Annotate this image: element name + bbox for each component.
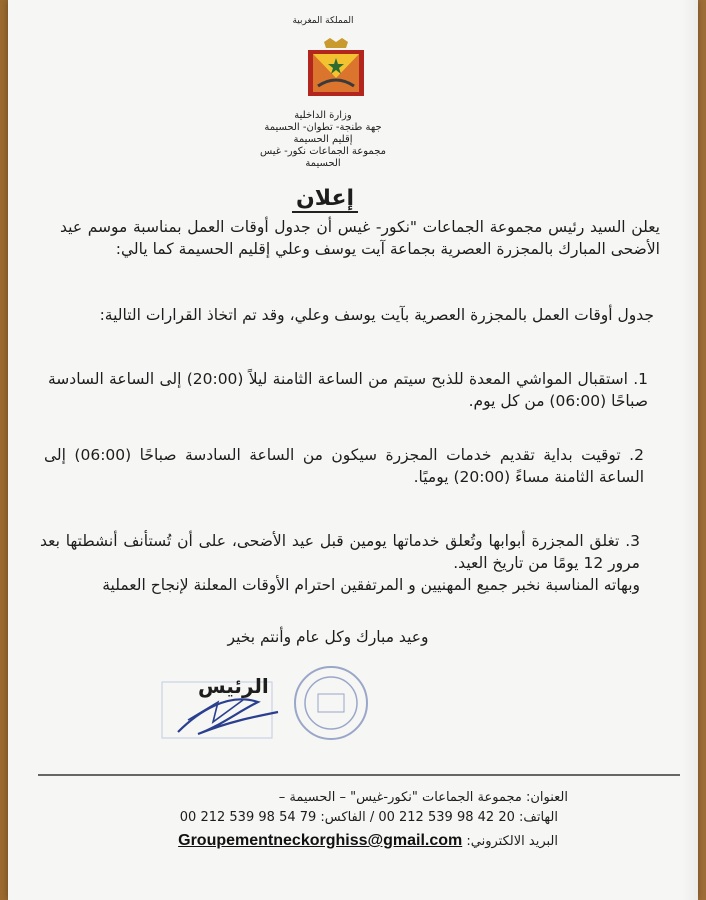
document-page [8, 0, 698, 900]
decision-item-2: 2. توقيت بداية تقديم خدمات المجزرة سيكون من الساعة السادسة صباحًا (06:00) إلى الساعة الثامنة مساءً (20:00) يوميًا. [44, 446, 644, 486]
footer-divider [38, 774, 680, 776]
official-stamp-icon [292, 664, 370, 742]
intro-paragraph: يعلن السيد رئيس مجموعة الجماعات "نكور- غيس أن جدول أوقات العمل بمناسبة موسم عيد الأضحى المبارك بالمجزرة العصرية بجماعة آيت يوسف وعلي إقليم الحسيمة كما يالي: [60, 218, 660, 258]
decision-item-3: 3. تغلق المجزرة أبوابها وتُعلق خدماتها يومين قبل عيد الأضحى، على أن تُستأنف أنشطتها بعد مرور 12 يومًا من تاريخ العيد. [40, 532, 640, 572]
schedule-paragraph: جدول أوقات العمل بالمجزرة العصرية بآيت يوسف وعلي، وقد تم اتخاذ القرارات التالية: [99, 306, 654, 324]
email-label: البريد الالكتروني: [466, 834, 558, 849]
footer-phone-fax: الهاتف: 20 42 98 539 212 00 / الفاكس: 79 54 98 539 212 00 [179, 810, 558, 825]
signatory-title: الرئيس [198, 674, 269, 698]
header-line: إقليم الحسيمة [293, 134, 353, 145]
coat-of-arms-icon [304, 36, 368, 98]
header-kingdom: المملكة المغربية [292, 16, 354, 26]
email-link[interactable]: Groupementneckorghiss@gmail.com [178, 832, 463, 849]
decision-item-1: 1. استقبال المواشي المعدة للذبح سيتم من الساعة الثامنة ليلاً (20:00) إلى الساعة السادسة صباحًا (06:00) من كل يوم. [48, 370, 648, 410]
title-text: إعلان [292, 186, 358, 213]
header-line: جهة طنجة- تطوان- الحسيمة [264, 122, 382, 133]
closing-paragraph: وبهاته المناسبة نخبر جميع المهنيين و المرتفقين احترام الأوقات المعلنة لإنجاح العملية [102, 576, 640, 594]
footer-address: العنوان: مجموعة الجماعات "نكور-غيس" – الحسيمة – [278, 790, 568, 805]
paper-shadow [682, 0, 706, 900]
announcement-title [0, 186, 670, 211]
footer-email-row [178, 832, 558, 850]
header-line: مجموعة الجماعات نكور- غيس [259, 146, 387, 157]
greeting-line: وعيد مبارك وكل عام وأنتم بخير [227, 628, 429, 646]
header-authority-lines [0, 110, 668, 170]
header-line: الحسيمة [305, 158, 341, 169]
header-line: وزارة الداخلية [294, 110, 352, 121]
